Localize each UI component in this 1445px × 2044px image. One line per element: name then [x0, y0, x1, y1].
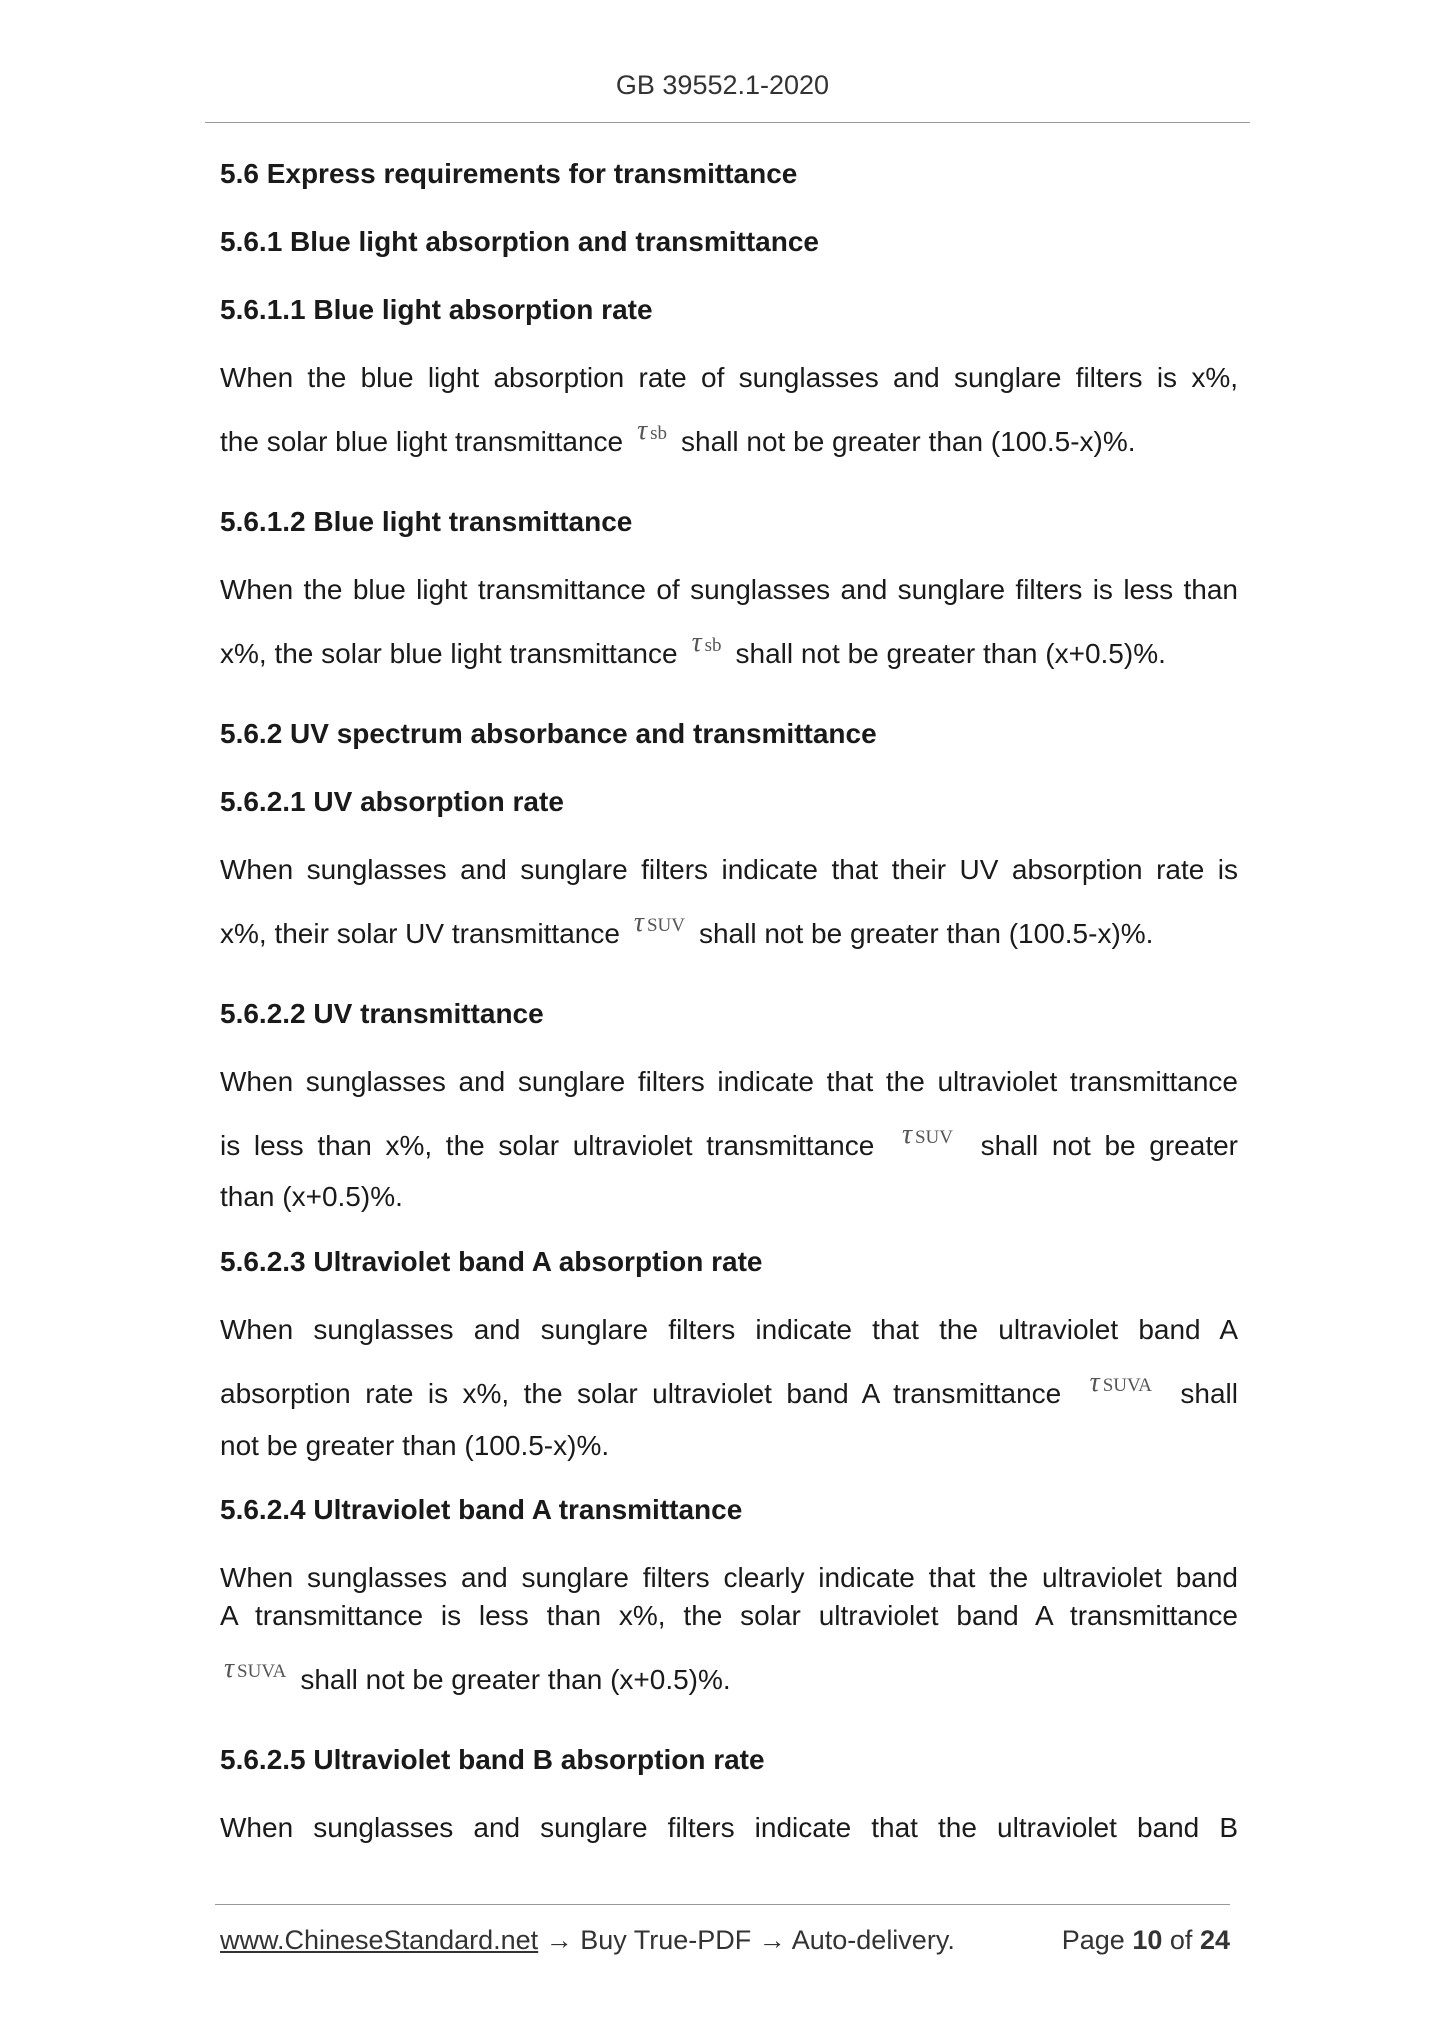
- text-span: shall not be greater than (100.5-x)%.: [698, 918, 1154, 949]
- page-indicator: [1062, 1925, 1230, 1956]
- paragraph-line: When sunglasses and sunglare filters indicate that the ultraviolet band B: [220, 1812, 1238, 1843]
- paragraph-line: [220, 415, 1238, 466]
- tau-suv-symbol: τ SUV: [901, 1119, 953, 1150]
- paragraph-line: When sunglasses and sunglare filters indicate that the ultraviolet transmittance: [220, 1066, 1238, 1097]
- tau-suv-symbol: τ SUV: [633, 907, 685, 938]
- text-span: shall not be greater than (x+0.5)%.: [735, 638, 1166, 669]
- text-span: shall not be greater: [980, 1130, 1238, 1161]
- footer-tagline: → Buy True-PDF → Auto-delivery.: [538, 1925, 955, 1955]
- heading-5-6-2-4: 5.6.2.4 Ultraviolet band A transmittance: [220, 1494, 743, 1525]
- paragraph-line: When the blue light transmittance of sunglasses and sunglare filters is less than: [220, 574, 1238, 605]
- paragraph-line: not be greater than (100.5-x)%.: [220, 1430, 610, 1461]
- heading-5-6-2-2: 5.6.2.2 UV transmittance: [220, 998, 544, 1029]
- text-span: is less than x%, the solar ultraviolet transmittance: [220, 1130, 875, 1161]
- heading-5-6-2-1: 5.6.2.1 UV absorption rate: [220, 786, 564, 817]
- of-label: of: [1169, 1925, 1193, 1955]
- paragraph-line: When the blue light absorption rate of sunglasses and sunglare filters is x%,: [220, 362, 1238, 393]
- text-span: x%, their solar UV transmittance: [220, 918, 620, 949]
- tau-sb-symbol: τ sb: [637, 415, 668, 446]
- text-span: the solar blue light transmittance: [220, 426, 624, 457]
- paragraph-line: than (x+0.5)%.: [220, 1181, 403, 1212]
- paragraph-line: [220, 907, 1238, 958]
- heading-5-6-2: 5.6.2 UV spectrum absorbance and transmittance: [220, 718, 877, 749]
- header-divider: [205, 122, 1250, 123]
- paragraph-line: [220, 1367, 1238, 1418]
- paragraph-line: When sunglasses and sunglare filters indicate that the ultraviolet band A: [220, 1314, 1238, 1345]
- heading-5-6-2-5: 5.6.2.5 Ultraviolet band B absorption rate: [220, 1744, 765, 1775]
- text-span: shall not be greater than (100.5-x)%.: [681, 426, 1136, 457]
- website-link[interactable]: www.ChineseStandard.net: [220, 1925, 539, 1955]
- heading-5-6: 5.6 Express requirements for transmittance: [220, 158, 798, 189]
- paragraph-line: [220, 1653, 1238, 1704]
- text-span: shall: [1180, 1378, 1238, 1409]
- heading-5-6-1: 5.6.1 Blue light absorption and transmittance: [220, 226, 819, 257]
- page-footer: [220, 1925, 1230, 1956]
- page-number: 10: [1132, 1925, 1163, 1955]
- tau-sb-symbol: τ sb: [691, 627, 722, 658]
- paragraph-line: When sunglasses and sunglare filters clearly indicate that the ultraviolet band: [220, 1562, 1238, 1593]
- tau-suva-symbol: τ SUVA: [1089, 1367, 1152, 1398]
- paragraph-line: A transmittance is less than x%, the solar ultraviolet band A transmittance: [220, 1600, 1238, 1631]
- text-span: absorption rate is x%, the solar ultraviolet band A transmittance: [220, 1378, 1062, 1409]
- heading-5-6-2-3: 5.6.2.3 Ultraviolet band A absorption rate: [220, 1246, 763, 1277]
- heading-5-6-1-2: 5.6.1.2 Blue light transmittance: [220, 506, 633, 537]
- paragraph-line: [220, 1119, 1238, 1170]
- paragraph-line: [220, 627, 1238, 678]
- page-label: Page: [1061, 1925, 1125, 1955]
- paragraph-line: When sunglasses and sunglare filters indicate that their UV absorption rate is: [220, 854, 1238, 885]
- footer-divider: [215, 1904, 1230, 1905]
- heading-5-6-1-1: 5.6.1.1 Blue light absorption rate: [220, 294, 653, 325]
- tau-suva-symbol: τ SUVA: [224, 1653, 287, 1684]
- page-total: 24: [1199, 1925, 1230, 1955]
- document-id-header: GB 39552.1-2020: [615, 70, 830, 100]
- text-span: shall not be greater than (x+0.5)%.: [300, 1664, 731, 1695]
- text-span: x%, the solar blue light transmittance: [220, 638, 678, 669]
